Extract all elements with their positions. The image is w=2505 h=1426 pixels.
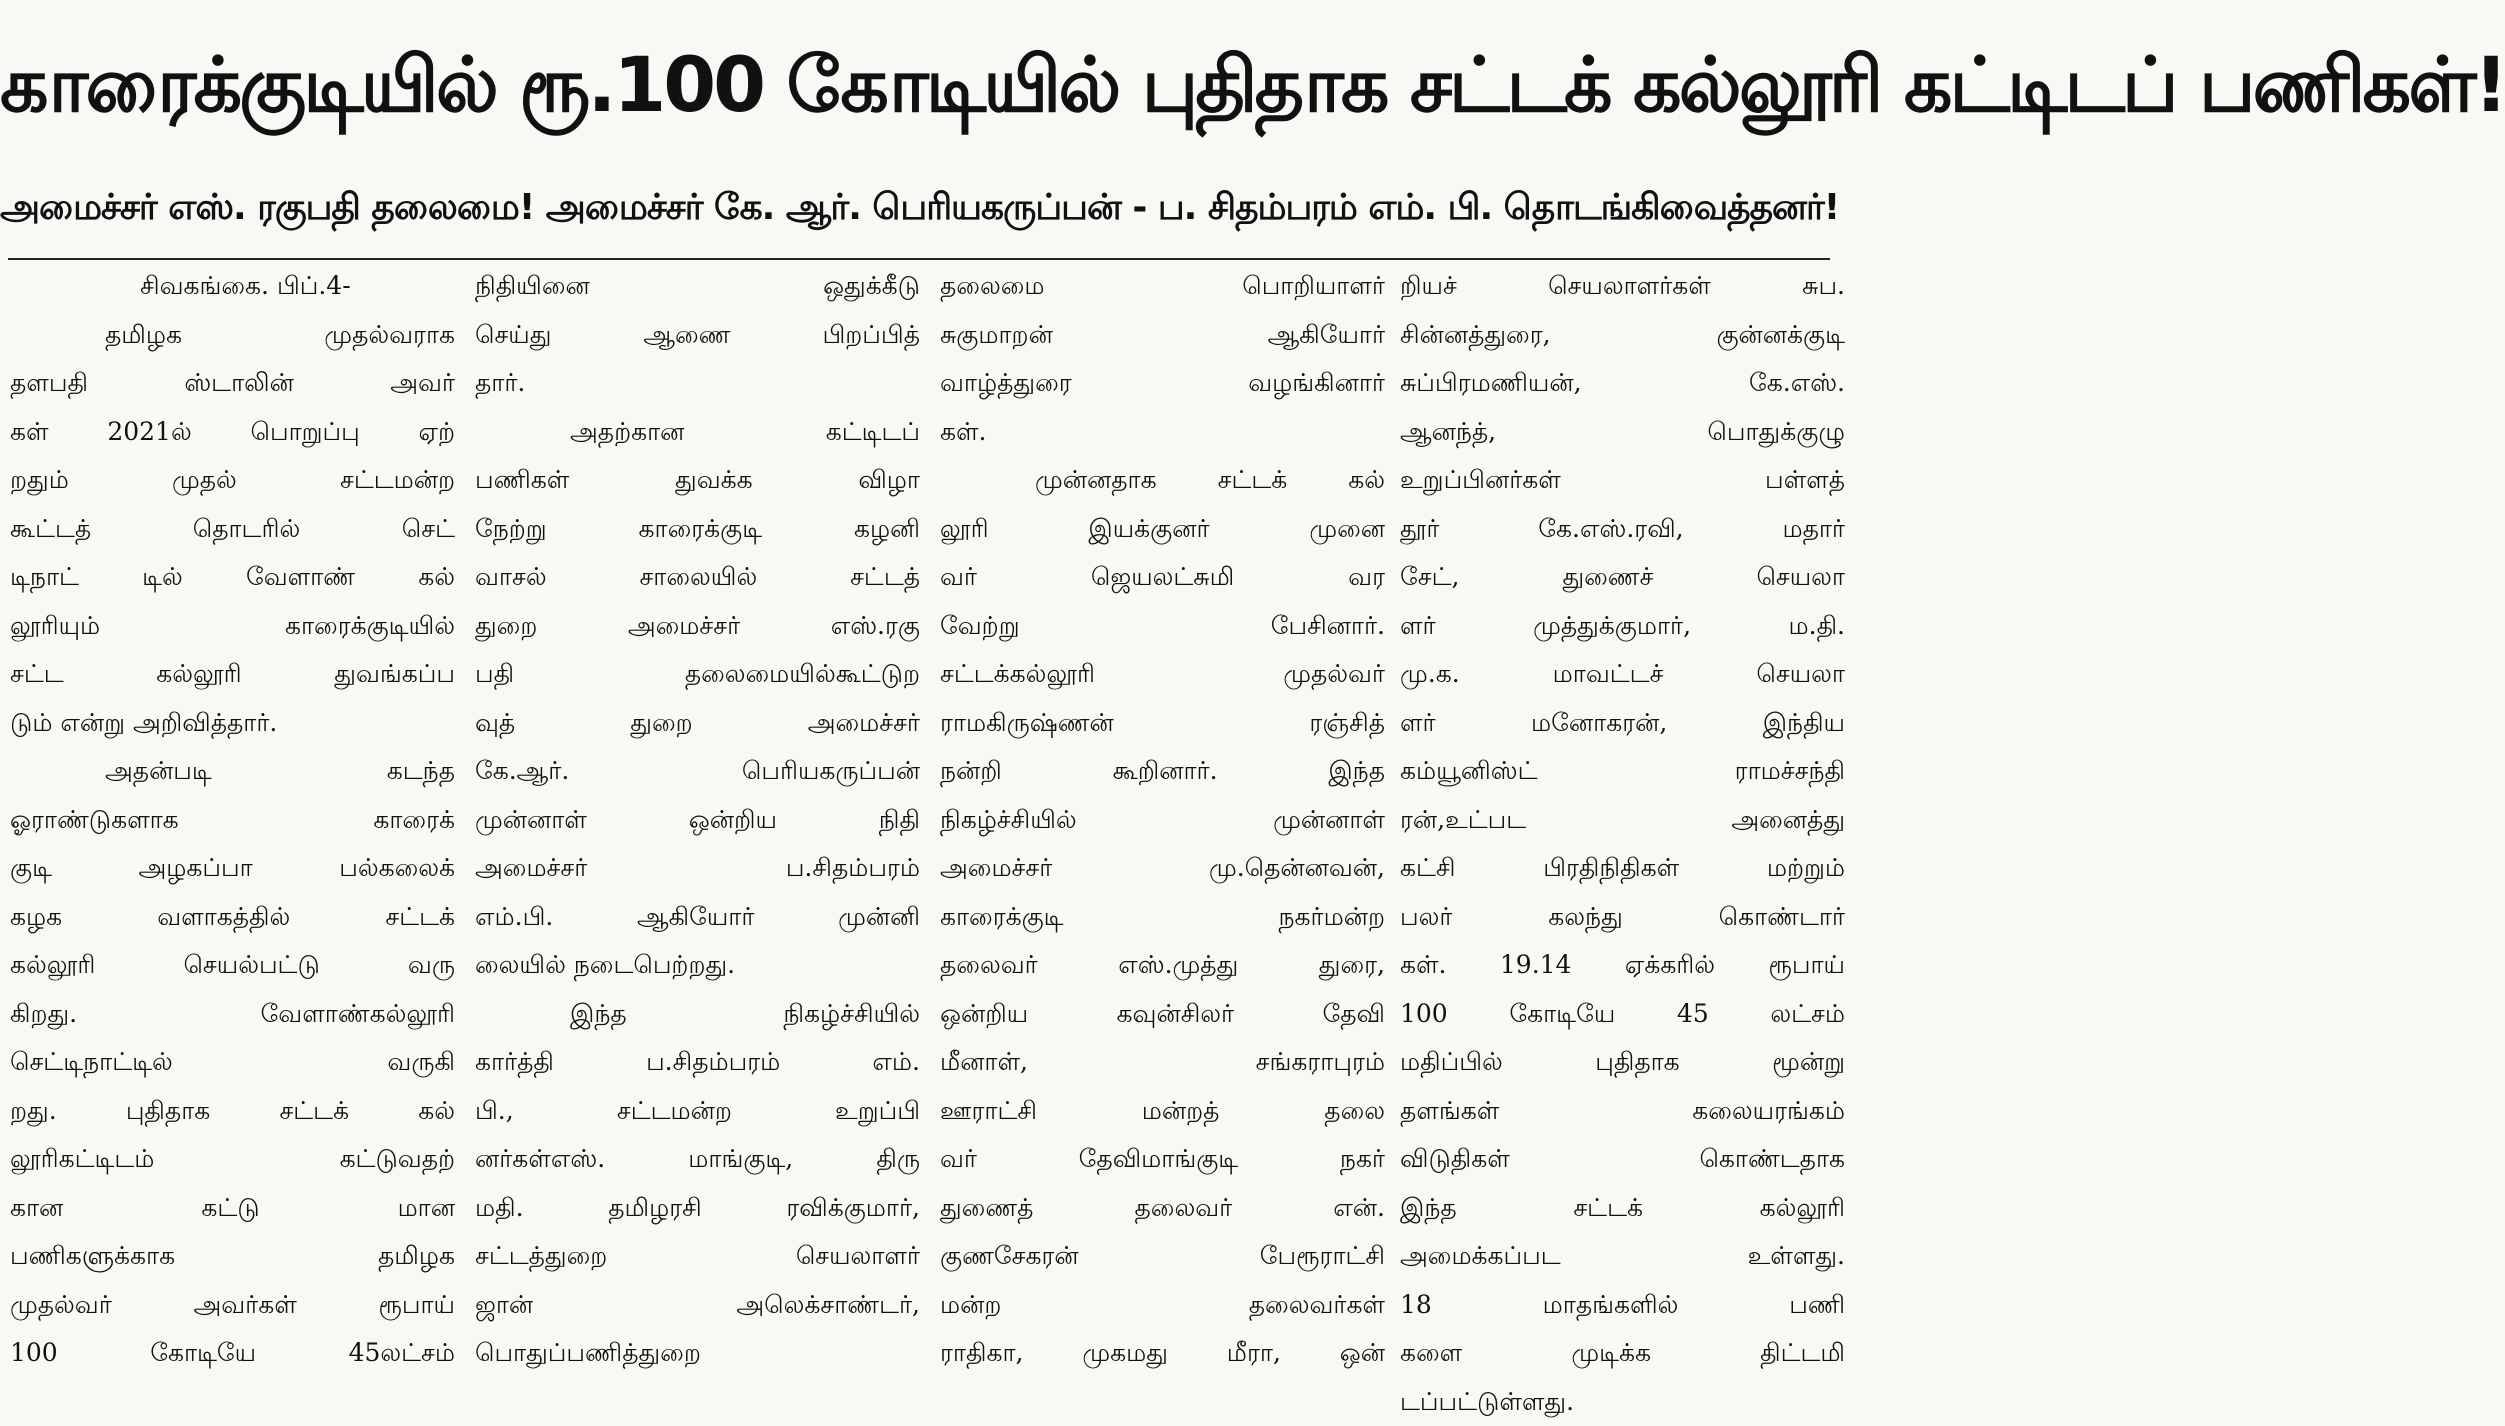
text-line: லூரியும் காரைக்குடியில் bbox=[10, 602, 455, 651]
text-line: அமைச்சர் மு.தென்னவன், bbox=[940, 844, 1385, 893]
text-line: கல்லூரி செயல்பட்டு வரு bbox=[10, 941, 455, 990]
text-line: முன்னதாக சட்டக் கல் bbox=[940, 456, 1385, 505]
text-line: எம்.பி. ஆகியோர் முன்னி bbox=[475, 893, 920, 942]
text-line: 18 மாதங்களில் பணி bbox=[1400, 1281, 1845, 1330]
subheadline: அமைச்சர் எஸ். ரகுபதி தலைமை! அமைச்சர் கே. ஆர். பெரியகருப்பன் - ப. சிதம்பரம் எம். பி. தொடங்கிவைத்தனர்! bbox=[0, 168, 1838, 248]
text-line: தளங்கள் கலையரங்கம் bbox=[1400, 1087, 1845, 1136]
text-line: சேட், துணைச் செயலா bbox=[1400, 553, 1845, 602]
text-line: ளர் முத்துக்குமார், ம.தி. bbox=[1400, 602, 1845, 651]
text-line: லூரி இயக்குனர் முனை bbox=[940, 505, 1385, 554]
text-line: கிறது. வேளாண்கல்லூரி bbox=[10, 990, 455, 1039]
text-line: னர்கள்எஸ். மாங்குடி, திரு bbox=[475, 1135, 920, 1184]
text-line: வுத் துறை அமைச்சர் bbox=[475, 699, 920, 748]
text-line: வர் ஜெயலட்சுமி வர bbox=[940, 553, 1385, 602]
article-column-3 bbox=[940, 262, 1385, 1378]
text-line: உறுப்பினர்கள் பள்ளத் bbox=[1400, 456, 1845, 505]
text-line: வாழ்த்துரை வழங்கினார் bbox=[940, 359, 1385, 408]
text-line: மதி. தமிழரசி ரவிக்குமார், bbox=[475, 1184, 920, 1233]
text-line: கம்யூனிஸ்ட் ராமச்சந்தி bbox=[1400, 747, 1845, 796]
text-line: கள். bbox=[940, 408, 1385, 457]
text-line: நேற்று காரைக்குடி கழனி bbox=[475, 505, 920, 554]
text-line: காரைக்குடி நகர்மன்ற bbox=[940, 893, 1385, 942]
text-line: துணைத் தலைவர் என். bbox=[940, 1184, 1385, 1233]
text-line: ஒன்றிய கவுன்சிலர் தேவி bbox=[940, 990, 1385, 1039]
text-line: பி., சட்டமன்ற உறுப்பி bbox=[475, 1087, 920, 1136]
text-line: அமைச்சர் ப.சிதம்பரம் bbox=[475, 844, 920, 893]
text-line: கான கட்டு மான bbox=[10, 1184, 455, 1233]
text-line: தார். bbox=[475, 359, 920, 408]
text-line: துறை அமைச்சர் எஸ்.ரகு bbox=[475, 602, 920, 651]
text-line: றியச் செயலாளர்கள் சுப. bbox=[1400, 262, 1845, 311]
text-line: இந்த சட்டக் கல்லூரி bbox=[1400, 1184, 1845, 1233]
article-column-4 bbox=[1400, 262, 1845, 1426]
text-line: டும் என்று அறிவித்தார். bbox=[10, 699, 455, 748]
text-line: பதி தலைமையில்கூட்டுற bbox=[475, 650, 920, 699]
text-line: களை முடிக்க திட்டமி bbox=[1400, 1329, 1845, 1378]
text-line: ளர் மனோகரன், இந்திய bbox=[1400, 699, 1845, 748]
text-line: பணிகள் துவக்க விழா bbox=[475, 456, 920, 505]
text-line: ராதிகா, முகமது மீரா, ஒன் bbox=[940, 1329, 1385, 1378]
text-line: லையில் நடைபெற்றது. bbox=[475, 941, 920, 990]
text-line: முதல்வர் அவர்கள் ரூபாய் bbox=[10, 1281, 455, 1330]
text-line: ஆனந்த், பொதுக்குழு bbox=[1400, 408, 1845, 457]
text-line: கட்சி பிரதிநிதிகள் மற்றும் bbox=[1400, 844, 1845, 893]
text-line: மீனாள், சங்கராபுரம் bbox=[940, 1038, 1385, 1087]
text-line: கழக வளாகத்தில் சட்டக் bbox=[10, 893, 455, 942]
text-line: தூர் கே.எஸ்.ரவி, மதார் bbox=[1400, 505, 1845, 554]
text-line: பொதுப்பணித்துறை bbox=[475, 1329, 920, 1378]
text-line: 100 கோடியே 45லட்சம் bbox=[10, 1329, 455, 1378]
article-column-1 bbox=[10, 262, 455, 1378]
text-line: மன்ற தலைவர்கள் bbox=[940, 1281, 1385, 1330]
text-line: மதிப்பில் புதிதாக மூன்று bbox=[1400, 1038, 1845, 1087]
text-line: நன்றி கூறினார். இந்த bbox=[940, 747, 1385, 796]
text-line: குணசேகரன் பேரூராட்சி bbox=[940, 1232, 1385, 1281]
text-line: சட்டத்துறை செயலாளர் bbox=[475, 1232, 920, 1281]
text-line: றதும் முதல் சட்டமன்ற bbox=[10, 456, 455, 505]
text-line: நிகழ்ச்சியில் முன்னாள் bbox=[940, 796, 1385, 845]
divider bbox=[8, 258, 1830, 260]
text-line: ஊராட்சி மன்றத் தலை bbox=[940, 1087, 1385, 1136]
text-line: றது. புதிதாக சட்டக் கல் bbox=[10, 1087, 455, 1136]
text-line: அதன்படி கடந்த bbox=[10, 747, 455, 796]
text-line: சட்டக்கல்லூரி முதல்வர் bbox=[940, 650, 1385, 699]
text-line: டிநாட் டில் வேளாண் கல் bbox=[10, 553, 455, 602]
text-line: கள். 19.14 ஏக்கரில் ரூபாய் bbox=[1400, 941, 1845, 990]
article-column-2 bbox=[475, 262, 920, 1378]
text-line: வேற்று பேசினார். bbox=[940, 602, 1385, 651]
text-line: வர் தேவிமாங்குடி நகர் bbox=[940, 1135, 1385, 1184]
dateline: சிவகங்கை. பிப்.4- bbox=[10, 262, 455, 311]
text-line: தலைவர் எஸ்.முத்து துரை, bbox=[940, 941, 1385, 990]
text-line: பலர் கலந்து கொண்டார் bbox=[1400, 893, 1845, 942]
text-line: முன்னாள் ஒன்றிய நிதி bbox=[475, 796, 920, 845]
text-line: தமிழக முதல்வராக bbox=[10, 311, 455, 360]
text-line: லூரிகட்டிடம் கட்டுவதற் bbox=[10, 1135, 455, 1184]
text-line: சின்னத்துரை, குன்னக்குடி bbox=[1400, 311, 1845, 360]
text-line: குடி அழகப்பா பல்கலைக் bbox=[10, 844, 455, 893]
text-line: செட்டிநாட்டில் வருகி bbox=[10, 1038, 455, 1087]
text-line: கார்த்தி ப.சிதம்பரம் எம். bbox=[475, 1038, 920, 1087]
text-line: டப்பட்டுள்ளது. bbox=[1400, 1378, 1845, 1426]
text-line: சுப்பிரமணியன், கே.எஸ். bbox=[1400, 359, 1845, 408]
text-line: கே.ஆர். பெரியகருப்பன் bbox=[475, 747, 920, 796]
text-line: ஜான் அலெக்சாண்டர், bbox=[475, 1281, 920, 1330]
text-line: அதற்கான கட்டிடப் bbox=[475, 408, 920, 457]
text-line: சட்ட கல்லூரி துவங்கப்ப bbox=[10, 650, 455, 699]
text-line: கள் 2021ல் பொறுப்பு ஏற் bbox=[10, 408, 455, 457]
text-line: பணிகளுக்காக தமிழக bbox=[10, 1232, 455, 1281]
text-line: விடுதிகள் கொண்டதாக bbox=[1400, 1135, 1845, 1184]
text-line: ராமகிருஷ்ணன் ரஞ்சித் bbox=[940, 699, 1385, 748]
text-line: தலைமை பொறியாளர் bbox=[940, 262, 1385, 311]
text-line: நிதியினை ஒதுக்கீடு bbox=[475, 262, 920, 311]
text-line: சுகுமாறன் ஆகியோர் bbox=[940, 311, 1385, 360]
text-line: தளபதி ஸ்டாலின் அவர் bbox=[10, 359, 455, 408]
text-line: செய்து ஆணை பிறப்பித் bbox=[475, 311, 920, 360]
text-line: அமைக்கப்பட உள்ளது. bbox=[1400, 1232, 1845, 1281]
text-line: 100 கோடியே 45 லட்சம் bbox=[1400, 990, 1845, 1039]
text-line: வாசல் சாலையில் சட்டத் bbox=[475, 553, 920, 602]
text-line: இந்த நிகழ்ச்சியில் bbox=[475, 990, 920, 1039]
text-line: மு.க. மாவட்டச் செயலா bbox=[1400, 650, 1845, 699]
headline: காரைக்குடியில் ரூ.100 கோடியில் புதிதாக சட்டக் கல்லூரி கட்டிடப் பணிகள்! bbox=[0, 20, 1838, 150]
text-line: கூட்டத் தொடரில் செட் bbox=[10, 505, 455, 554]
text-line: ஓராண்டுகளாக காரைக் bbox=[10, 796, 455, 845]
text-line: ரன்,உட்பட அனைத்து bbox=[1400, 796, 1845, 845]
